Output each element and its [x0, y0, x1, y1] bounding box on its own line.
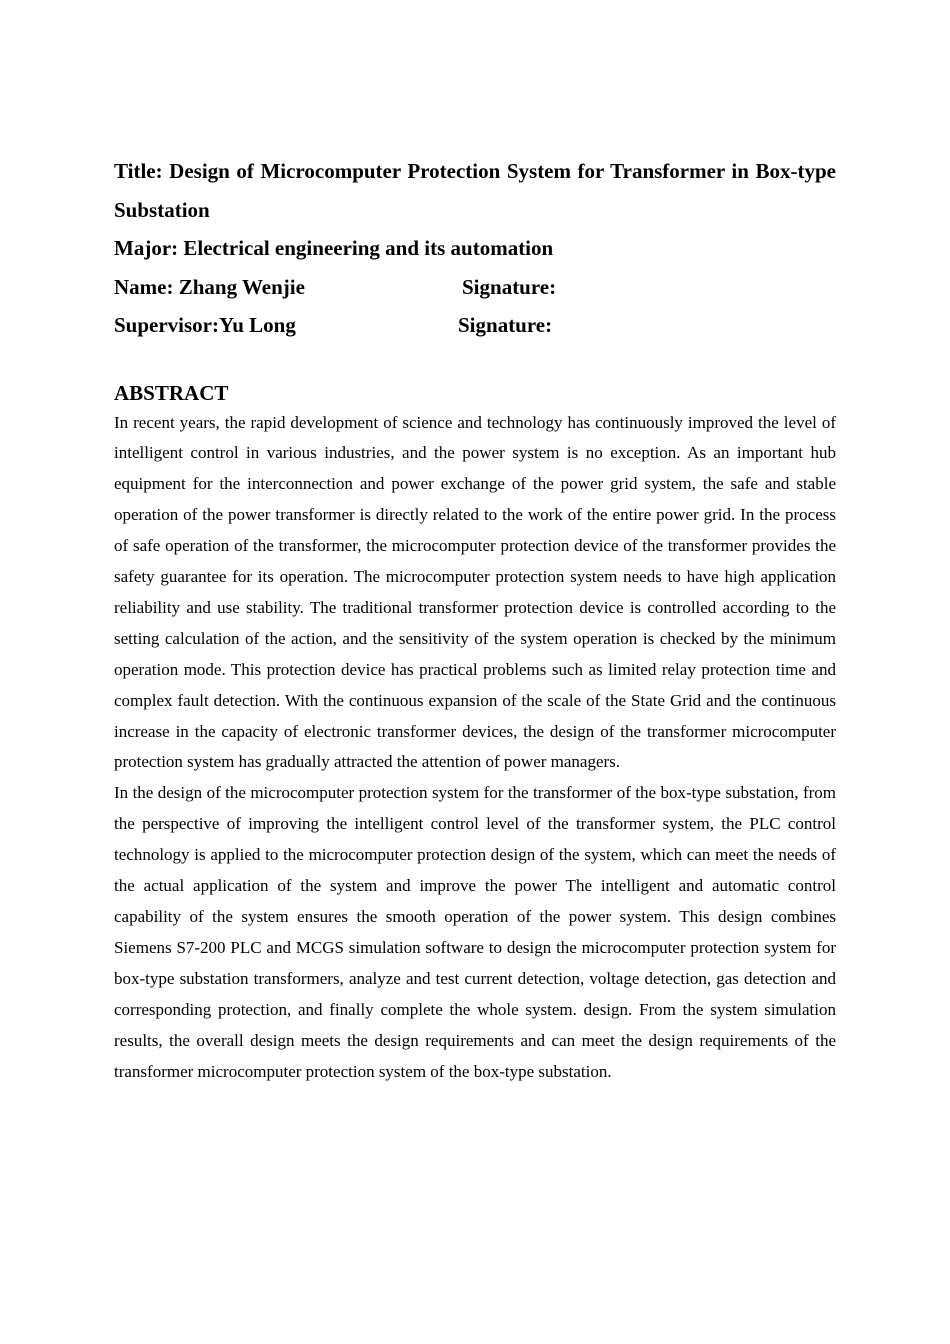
supervisor-signature-label: Signature: [458, 313, 553, 337]
major-label: Major: [114, 236, 179, 260]
supervisor-text: Yu Long [219, 313, 296, 337]
student-name-row [114, 268, 836, 307]
name-text: Zhang Wenjie [178, 274, 305, 299]
abstract-paragraph: In recent years, the rapid development of science and technology has continuously improved the level of intelligent control in various industries, and the power system is no exception. As an important hub equipment for the interconnection and power exchange of the power grid system, the safe and stable operation of the power transformer is directly related to the work of the entire power grid. In the process of safe operation of the transformer, the microcomputer protection device of the transformer provides the safety guarantee for its operation. The microcomputer protection system needs to have high application reliability and use stability. The traditional transformer protection device is controlled according to the setting calculation of the action, and the sensitivity of the system operation is checked by the minimum operation mode. This protection device has practical problems such as limited relay protection time and complex fault detection. With the continuous expansion of the scale of the State Grid and the continuous increase in the capacity of electronic transformer devices, the design of the transformer microcomputer protection system has gradually attracted the attention of power managers. [114, 412, 836, 772]
abstract-body [114, 408, 836, 1088]
supervisor-row [114, 306, 836, 345]
name-label: Name: [114, 274, 174, 299]
abstract-paragraph: In the design of the microcomputer protection system for the transformer of the box-type substation, from the perspective of improving the intelligent control level of the transformer system, the PLC control technology is applied to the microcomputer protection design of the system, which can meet the needs of the actual application of the system and improve the power The intelligent and automatic control capability of the system ensures the smooth operation of the power system. This design combines Siemens S7-200 PLC and MCGS simulation software to design the microcomputer protection system for box-type substation transformers, analyze and test current detection, voltage detection, gas detection and corresponding protection, and finally complete the whole system. design. From the system simulation results, the overall design meets the design requirements and can meet the design requirements of the transformer microcomputer protection system of the box-type substation. [114, 783, 836, 1081]
thesis-title [114, 152, 836, 229]
document-page [114, 152, 836, 1087]
thesis-major [114, 229, 836, 268]
supervisor-label: Supervisor: [114, 313, 219, 337]
title-text: Design of Microcomputer Protection System for Transformer in Box-type Substation [114, 159, 836, 222]
student-signature-label: Signature: [462, 274, 557, 299]
abstract-heading: ABSTRACT [114, 380, 229, 405]
title-label: Title: [114, 159, 163, 183]
major-text: Electrical engineering and its automation [183, 236, 554, 260]
